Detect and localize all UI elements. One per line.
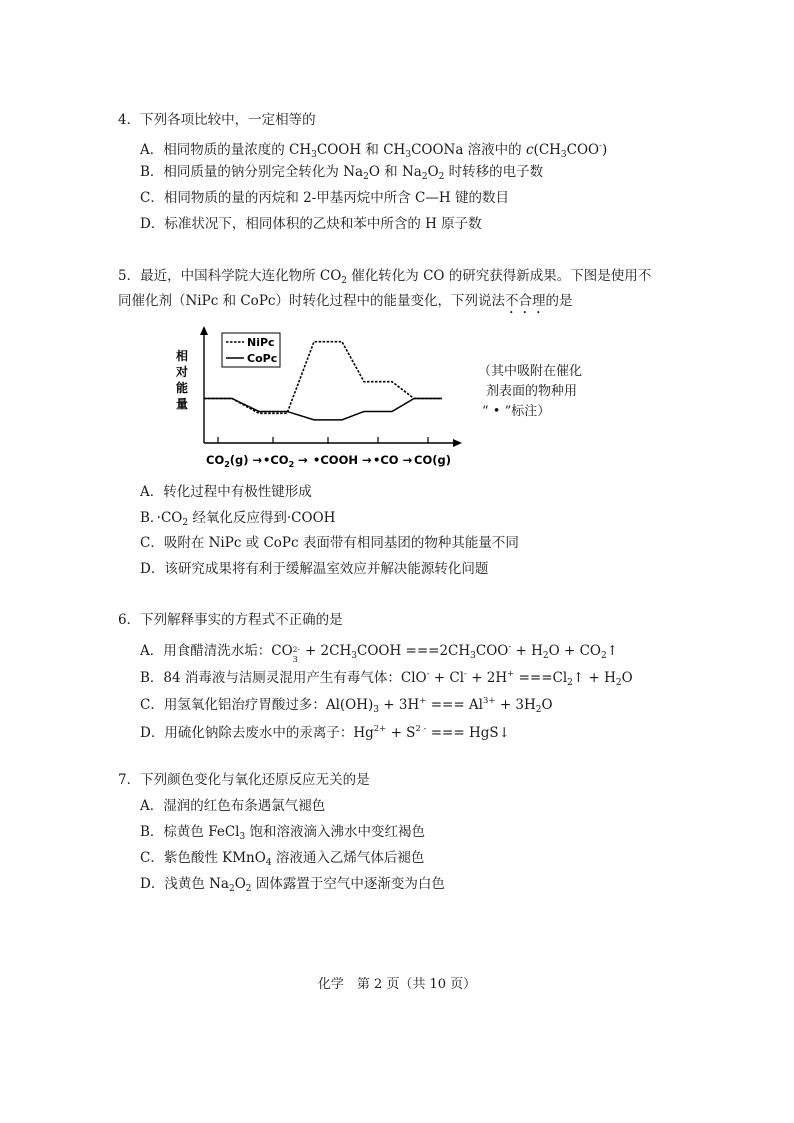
chart-note-line1: （其中吸附在催化 bbox=[478, 364, 583, 379]
q6-option-b: B．84 消毒液与洁厕灵混用产生有毒气体：$ClO^- + Cl^- + 2H^+ ===Cl_2↑ + H_2O$ bbox=[140, 669, 633, 688]
q4-option-b: B．相同质量的钠分别完全转化为 $Na_2O$ 和 $Na_2O_2$ 时转移的电子数 bbox=[140, 164, 544, 182]
x-category-labels bbox=[206, 453, 451, 469]
q4-option-a: A．相同物质的量浓度的 $CH_3COOH$ 和 $CH_3COONa$ 溶液中的 $c(CH_3COO^-)$ bbox=[140, 141, 608, 160]
q4-option-d: D．标准状况下，相同体积的乙炔和苯中所含的 H 原子数 bbox=[140, 216, 482, 232]
q7-option-b: B．棕黄色 FeCl$_3$ 饱和溶液滴入沸水中变红褐色 bbox=[140, 824, 426, 842]
q5-option-a: A．转化过程中有极性键形成 bbox=[140, 484, 312, 500]
energy-chart bbox=[170, 326, 470, 476]
q7-option-d: D．浅黄色 $Na_2O_2$ 固体露置于空气中逐渐变为白色 bbox=[140, 876, 445, 894]
x-label-co2g: $CO_2(g)$ → bbox=[206, 453, 263, 469]
q7-option-c: C．紫色酸性 KMnO$_4$ 溶液通入乙烯气体后褪色 bbox=[140, 850, 425, 868]
q6-option-c: C．用氢氧化铝治疗胃酸过多：$Al(OH)_3 + 3H^+$ === $Al^{3+} + 3H_2O$ bbox=[140, 696, 553, 715]
y-axis-arrow bbox=[200, 326, 208, 335]
q5-stem-line1: 5．最近，中国科学院大连化物所 $CO_2$ 催化转化为 CO 的研究获得新成果。下图是使用不 bbox=[118, 268, 652, 286]
series-copc-line bbox=[204, 398, 442, 419]
x-label-cooh: •COOH → bbox=[313, 453, 372, 467]
chart-note bbox=[478, 362, 598, 422]
chart-note-line2: 剂表面的物种用 bbox=[486, 384, 578, 399]
x-axis-arrow bbox=[453, 439, 462, 447]
page-footer: 化学 第 2 页（共 10 页） bbox=[317, 977, 477, 992]
x-label-co: •CO → bbox=[373, 453, 413, 467]
legend-nipc-label: NiPc bbox=[247, 336, 275, 349]
q5-stem-line2: 同催化剂（NiPc 和 CoPc）时转化过程中的能量变化，下列说法不合理的是 bbox=[118, 293, 573, 309]
q6-option-d: D．用硫化钠除去废水中的汞离子：$Hg^{2+} + S^{2 -}$ === HgS↓ bbox=[140, 724, 510, 741]
q7-stem: 7．下列颜色变化与氧化还原反应无关的是 bbox=[118, 772, 370, 788]
q5-option-b: B．$\cdot CO_2$ 经氧化反应得到·COOH bbox=[140, 510, 336, 528]
x-label-co2ads: $•CO_2$ → bbox=[263, 453, 308, 469]
q6-stem: 6．下列解释事实的方程式不正确的是 bbox=[118, 612, 343, 628]
q6-option-a: A．用食醋清洗水垢：CO 2- 3 + $2CH_3COOH ===2CH_3COO^- + H_2O$ + $CO_2↑$ bbox=[140, 642, 619, 664]
q4-stem: 4．下列各项比较中，一定相等的 bbox=[118, 112, 316, 128]
q7-option-a: A．湿润的红色布条遇氯气褪色 bbox=[140, 798, 326, 814]
y-axis-label-char: 量 bbox=[176, 397, 189, 411]
q5-option-d: D．该研究成果将有利于缓解温室效应并解决能源转化问题 bbox=[140, 561, 489, 577]
y-axis-label-char: 能 bbox=[176, 381, 189, 395]
legend-copc-label: CoPc bbox=[247, 352, 278, 365]
y-axis-label-char: 相 bbox=[176, 349, 189, 363]
chart-note-line3: “ • ”标注） bbox=[482, 404, 551, 419]
q5-option-c: C．吸附在 NiPc 或 CoPc 表面带有相同基团的物种其能量不同 bbox=[140, 535, 519, 551]
q4-option-c: C．相同物质的量的丙烷和 2-甲基丙烷中所含 C—H 键的数目 bbox=[140, 190, 509, 206]
x-label-cog: CO(g) bbox=[414, 453, 451, 467]
y-axis-label-char: 对 bbox=[176, 365, 189, 379]
